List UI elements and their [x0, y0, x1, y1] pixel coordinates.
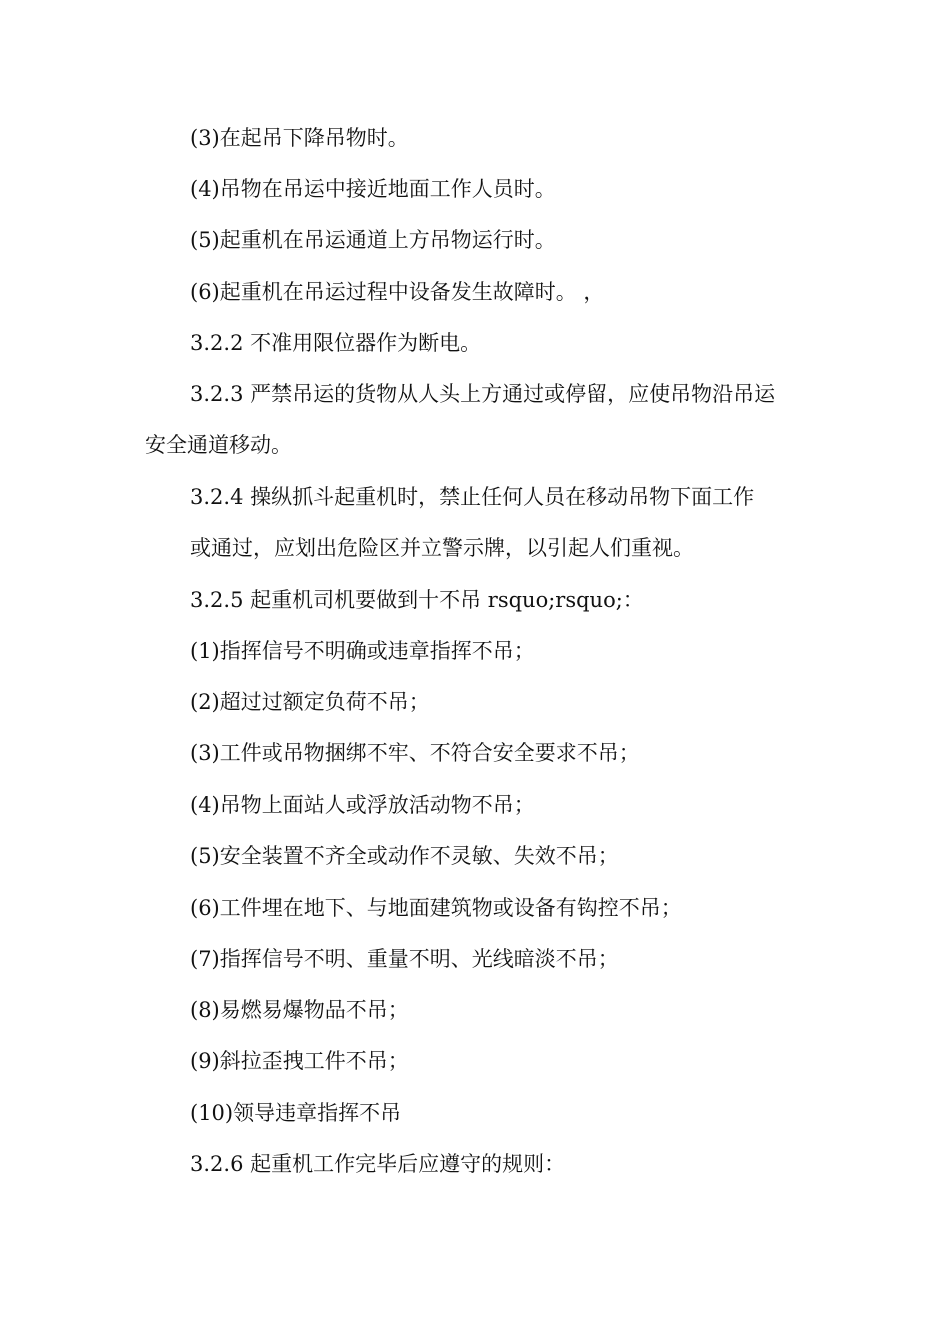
paragraph-line: (3)在起吊下降吊物时。 — [190, 126, 409, 150]
paragraph-line: 或通过，应划出危险区并立警示牌，以引起人们重视。 — [190, 536, 694, 560]
list-item: (1)指挥信号不明确或违章指挥不吊； — [190, 639, 535, 663]
paragraph-line: (4)吊物在吊运中接近地面工作人员时。 — [190, 177, 556, 201]
list-item: (7)指挥信号不明、重量不明、光线暗淡不吊； — [190, 947, 619, 971]
list-item: (6)工件埋在地下、与地面建筑物或设备有钩控不吊； — [190, 896, 682, 920]
paragraph-line: (5)起重机在吊运通道上方吊物运行时。 — [190, 228, 556, 252]
paragraph-line: 3.2.5 起重机司机要做到十不吊 rsquo;rsquo;： — [190, 588, 644, 612]
list-item: (3)工件或吊物捆绑不牢、不符合安全要求不吊； — [190, 741, 640, 765]
list-item: (5)安全装置不齐全或动作不灵敏、失效不吊； — [190, 844, 619, 868]
paragraph-line: 3.2.3 严禁吊运的货物从人头上方通过或停留，应使吊物沿吊运 — [190, 382, 776, 406]
paragraph-line: (6)起重机在吊运过程中设备发生故障时。 ， — [190, 280, 605, 304]
list-item: (8)易燃易爆物品不吊； — [190, 998, 409, 1022]
list-item: (10)领导违章指挥不吊 — [190, 1101, 402, 1125]
paragraph-line: 3.2.4 操纵抓斗起重机时，禁止任何人员在移动吊物下面工作 — [190, 485, 755, 509]
paragraph-line: 3.2.6 起重机工作完毕后应遵守的规则： — [190, 1152, 566, 1176]
paragraph-line: 安全通道移动。 — [145, 433, 292, 457]
paragraph-line: 3.2.2 不准用限位器作为断电。 — [190, 331, 482, 355]
list-item: (4)吊物上面站人或浮放活动物不吊； — [190, 793, 535, 817]
list-item: (9)斜拉歪拽工件不吊； — [190, 1049, 409, 1073]
list-item: (2)超过过额定负荷不吊； — [190, 690, 430, 714]
